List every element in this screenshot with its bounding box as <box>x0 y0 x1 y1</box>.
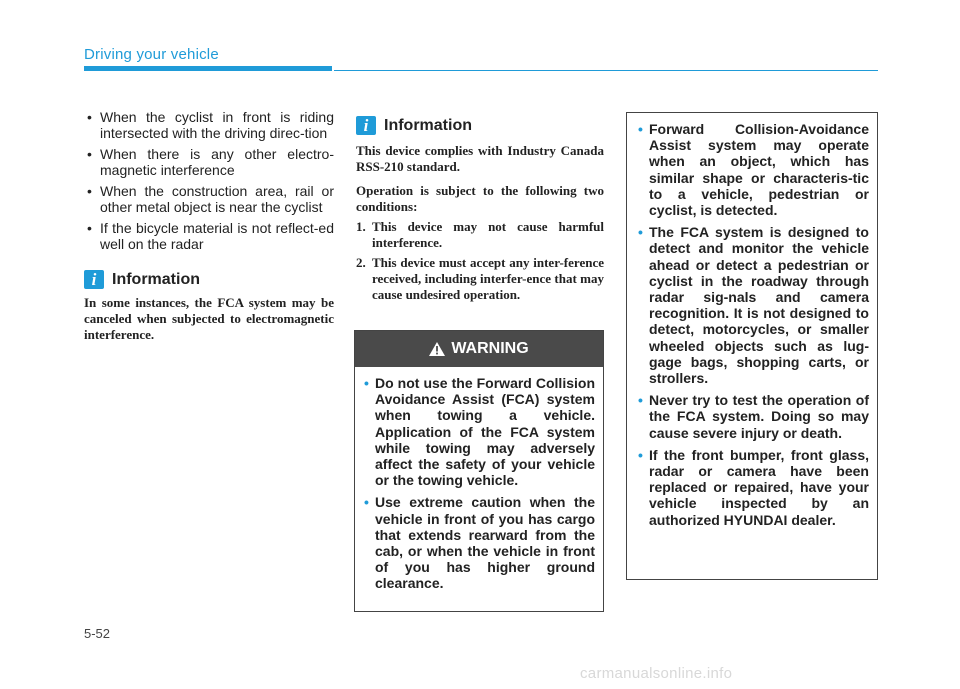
warning-list <box>355 367 603 592</box>
header-rule-thick <box>84 66 332 71</box>
list-item: • Never try to test the operation of the FCA system. Doing so may cause severe injury or death. <box>638 392 869 441</box>
list-item: • Use extreme caution when the vehicle in front of you has cargo that extends rearward from the cab, or when the vehicle in front of you has higher ground clearance. <box>364 494 595 592</box>
list-item: • The FCA system is designed to detect and monitor the vehicle ahead or detect a pedestrian or cyclist in the roadway through radar sig-nals and camera recognition. It is not designed to detect, motorcycles, or smaller wheeled objects such as lug-gage bags, shopping carts, or strollers. <box>638 224 869 387</box>
info-icon: i <box>356 116 376 135</box>
info-paragraph: Operation is subject to the following two conditions: <box>356 183 604 214</box>
watermark: carmanualsonline.info <box>580 665 733 682</box>
list-item: • If the bicycle material is not reflect-ed well on the radar <box>87 220 334 252</box>
caution-list <box>627 113 877 528</box>
info-heading <box>84 270 334 289</box>
list-item: 2. This device must accept any inter-ference received, including interfer-ence that may cause undesired operation. <box>356 255 604 302</box>
warning-triangle-icon <box>429 342 445 356</box>
info-icon: i <box>84 270 104 289</box>
warning-box <box>354 330 604 612</box>
info-paragraph: This device complies with Industry Canada RSS-210 standard. <box>356 143 604 174</box>
condition-list <box>84 110 334 252</box>
caution-box <box>626 112 878 580</box>
info-title: Information <box>384 116 472 134</box>
warning-header <box>355 331 603 367</box>
header-rule-thin <box>334 70 878 71</box>
list-item: • Do not use the Forward Collision Avoidance Assist (FCA) system when towing a vehicle. Application of the FCA system while towing may adversely affect the safety of your vehicle or the towing vehicle. <box>364 375 595 489</box>
list-item: • When the construction area, rail or other metal object is near the cyclist <box>87 183 334 215</box>
list-item: • When the cyclist in front is riding intersected with the driving direc-tion <box>87 109 334 141</box>
numbered-list <box>356 219 604 303</box>
info-title: Information <box>112 270 200 288</box>
info-heading <box>356 116 604 135</box>
list-item: • Forward Collision-Avoidance Assist system may operate when an object, which has similar shape or characteris-tic to a vehicle, pedestrian or cyclist, is detected. <box>638 121 869 219</box>
info-body: In some instances, the FCA system may be canceled when subjected to electromagnetic interference. <box>84 295 334 342</box>
list-item: • When there is any other electro-magnetic interference <box>87 146 334 178</box>
middle-column <box>356 116 604 307</box>
list-item: 1. This device may not cause harmful interference. <box>356 219 604 250</box>
page-number: 5-52 <box>84 626 111 641</box>
warning-title: WARNING <box>451 340 529 357</box>
section-title: Driving your vehicle <box>84 46 219 63</box>
left-column <box>84 110 334 343</box>
list-item: • If the front bumper, front glass, radar or camera have been replaced or repaired, have your vehicle inspected by an authorized HYUNDAI dealer. <box>638 446 869 528</box>
